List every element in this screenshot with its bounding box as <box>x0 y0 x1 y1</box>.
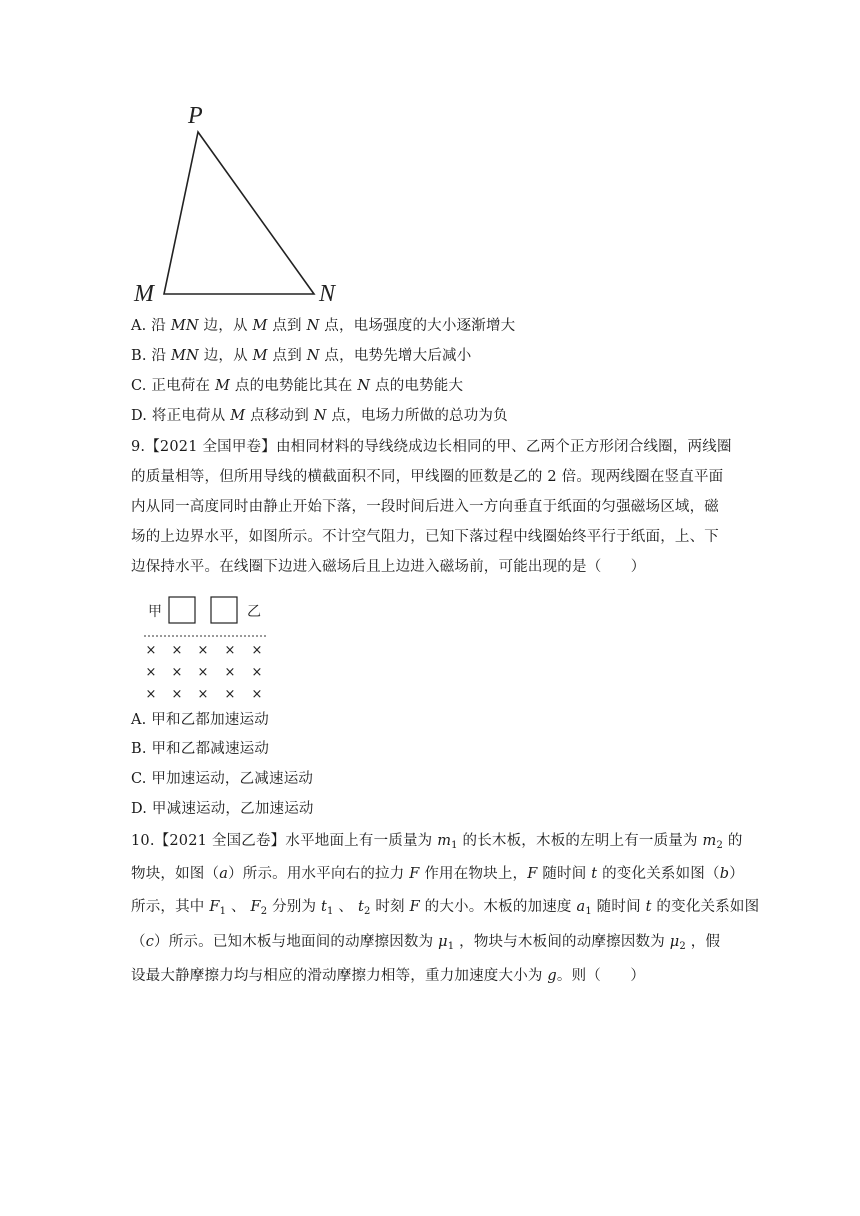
q9-stem-line-2: 的质量相等，但所用导线的横截面积不同，甲线圈的匝数是乙的 2 倍。现两线圈在竖直平面 <box>131 469 724 485</box>
field-cross-mark: × <box>197 687 209 702</box>
field-cross-mark: × <box>145 687 157 702</box>
field-cross-mark: × <box>224 665 236 680</box>
q9-stem-line-3: 内从同一高度同时由静止开始下落，一段时间后进入一方向垂直于纸面的匀强磁场区域，磁 <box>131 499 719 515</box>
q8-option-c: C. 正电荷在 M 点的电势能比其在 N 点的电势能大 <box>131 378 464 394</box>
field-cross-mark: × <box>224 643 236 658</box>
triangle-figure <box>128 98 358 312</box>
q9-option-d: D. 甲减速运动，乙加速运动 <box>131 801 314 817</box>
field-cross-mark: × <box>171 665 183 680</box>
field-cross-mark: × <box>171 643 183 658</box>
coil-label-jia: 甲 <box>148 604 162 620</box>
q8-option-a: A. 沿 MN 边，从 M 点到 N 点，电场强度的大小逐渐增大 <box>131 318 516 334</box>
q9-option-b: B. 甲和乙都减速运动 <box>131 741 270 757</box>
q9-option-c: C. 甲加速运动，乙减速运动 <box>131 771 314 787</box>
coil-yi <box>211 597 237 623</box>
field-cross-mark: × <box>171 687 183 702</box>
label-p: P <box>188 103 203 129</box>
q10-stem-line-1: 10.【2021 全国乙卷】水平地面上有一质量为 $m_1$ 的长木板，木板的左明上有一质量为 $m_2$ 的 <box>131 833 743 851</box>
q9-option-a: A. 甲和乙都加速运动 <box>131 712 269 728</box>
field-cross-mark: × <box>145 643 157 658</box>
label-n: N <box>319 281 336 307</box>
field-cross-mark: × <box>251 643 263 658</box>
field-cross-mark: × <box>251 665 263 680</box>
field-cross-mark: × <box>145 665 157 680</box>
q10-stem-line-5: 设最大静摩擦力均与相应的滑动摩擦力相等，重力加速度大小为 g。则（ ） <box>131 968 646 984</box>
field-cross-mark: × <box>251 687 263 702</box>
label-m: M <box>134 281 154 307</box>
field-cross-mark: × <box>197 643 209 658</box>
coil-jia <box>169 597 195 623</box>
coils-magnetic-field-figure <box>140 592 280 704</box>
field-cross-mark: × <box>224 687 236 702</box>
triangle-pmn <box>164 132 314 294</box>
q10-stem-line-3: 所示，其中 $F_1$ 、 $F_2$ 分别为 $t_1$ 、 $t_2$ 时刻 F 的大小。木板的加速度 $a_1$ 随时间 t 的变化关系如图 <box>131 899 760 917</box>
q10-stem-line-4: （c）所示。已知木板与地面间的动摩擦因数为 $\mu_1$ ，物块与木板间的动摩擦因数为 $\mu_2$ ，假 <box>131 934 721 952</box>
q9-stem-line-5: 边保持水平。在线圈下边进入磁场后且上边进入磁场前，可能出现的是（ ） <box>131 559 646 575</box>
field-cross-marks <box>146 643 263 702</box>
q8-option-d: D. 将正电荷从 M 点移动到 N 点，电场力所做的总功为负 <box>131 408 508 424</box>
q8-option-b: B. 沿 MN 边，从 M 点到 N 点，电势先增大后减小 <box>131 348 472 364</box>
q10-stem-line-2: 物块，如图（a）所示。用水平向右的拉力 F 作用在物块上，F 随时间 t 的变化关系如图（b） <box>131 866 744 882</box>
q9-stem-line-1: 9.【2021 全国甲卷】由相同材料的导线绕成边长相同的甲、乙两个正方形闭合线圈，两线圈 <box>131 439 732 455</box>
q9-stem-line-4: 场的上边界水平，如图所示。不计空气阻力，已知下落过程中线圈始终平行于纸面，上、下 <box>131 529 719 545</box>
field-cross-mark: × <box>197 665 209 680</box>
coil-label-yi: 乙 <box>247 604 261 620</box>
